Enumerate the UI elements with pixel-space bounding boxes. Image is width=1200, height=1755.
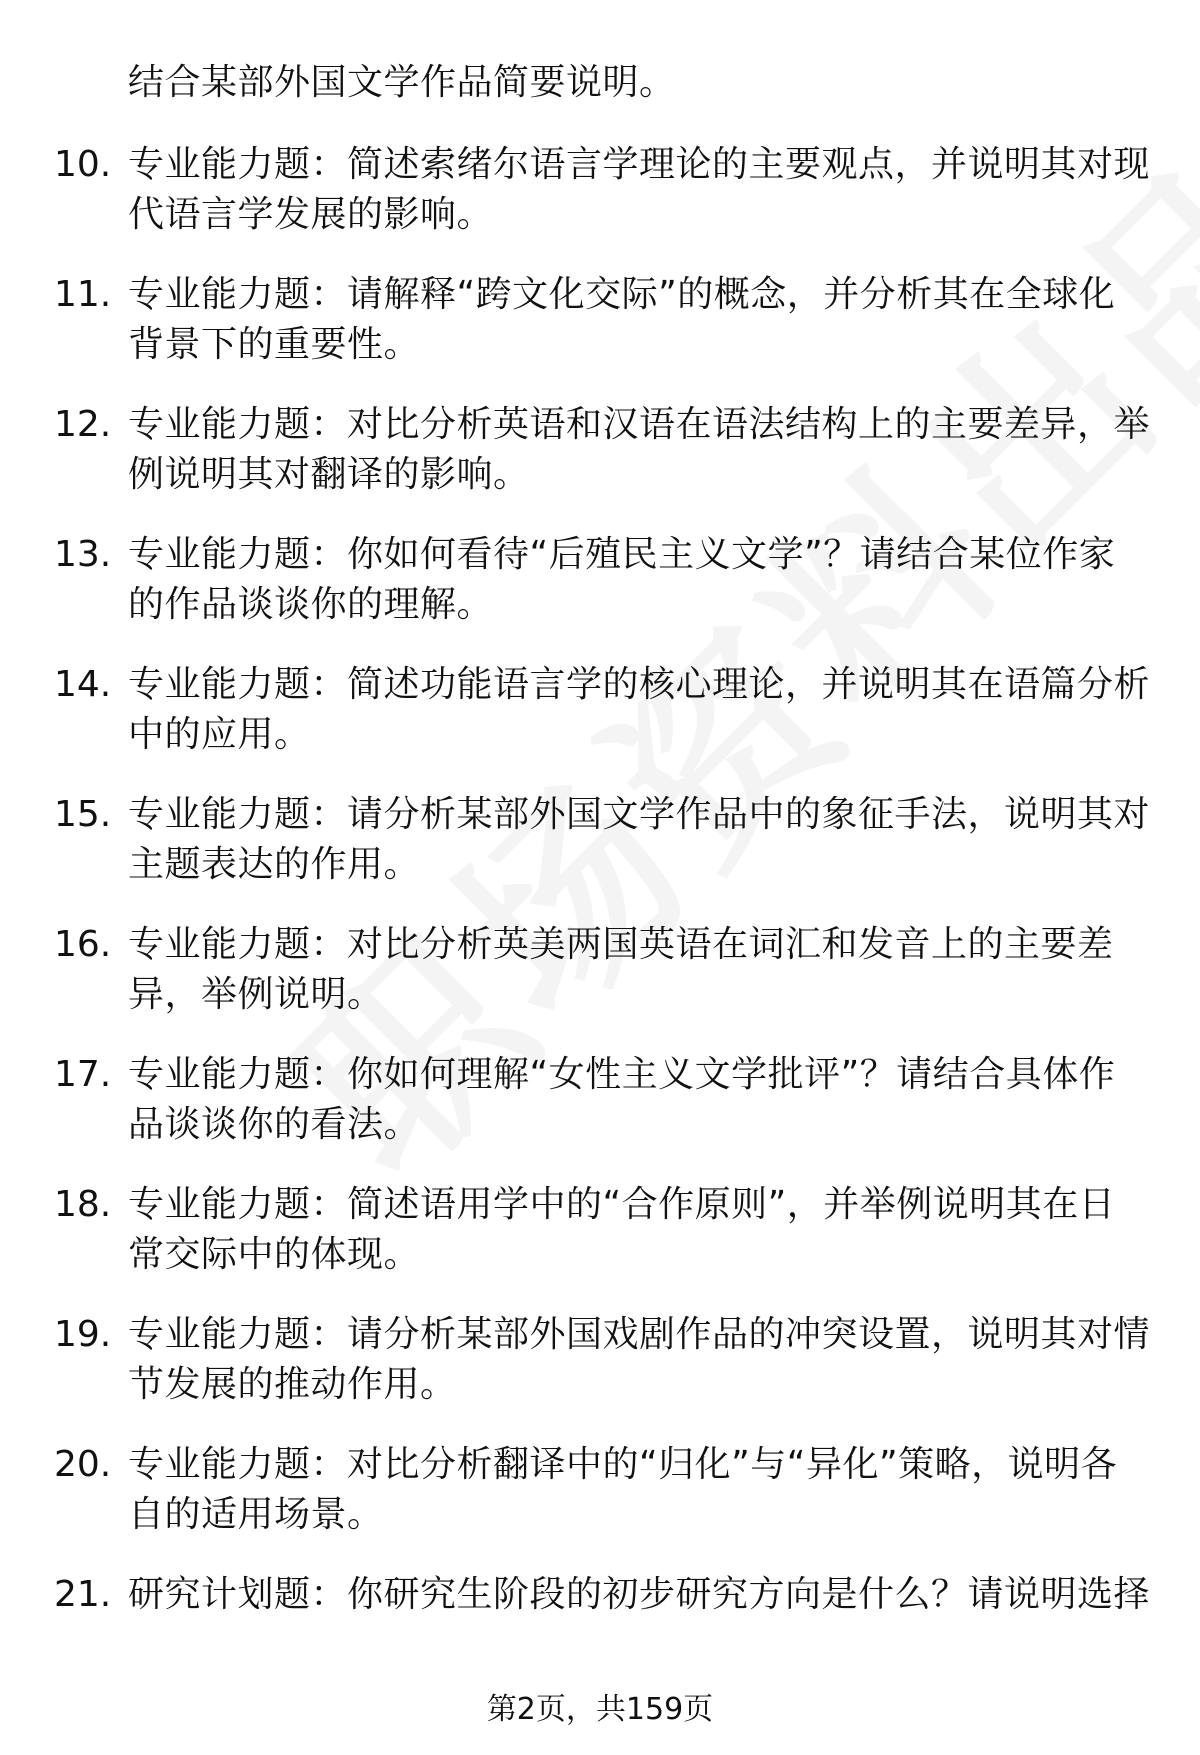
question-number: 20. <box>54 1444 112 1485</box>
question-text: 专业能力题：简述语用学中的“合作原则”，并举例说明其在日常交际中的体现。 <box>128 1184 1116 1275</box>
question-text: 专业能力题：请分析某部外国戏剧作品的冲突设置，说明其对情节发展的推动作用。 <box>128 1314 1151 1405</box>
question-text: 专业能力题：你如何看待“后殖民主义文学”？请结合某位作家的作品谈谈你的理解。 <box>128 534 1116 625</box>
question-item <box>0 270 1200 400</box>
question-item <box>0 400 1200 530</box>
question-number: 19. <box>54 1314 112 1355</box>
question-number: 16. <box>54 924 112 965</box>
question-item <box>0 1050 1200 1180</box>
page-footer: 第2页，共159页 <box>486 1692 714 1727</box>
question-text: 专业能力题：请分析某部外国文学作品中的象征手法，说明其对主题表达的作用。 <box>128 794 1151 885</box>
question-item <box>0 1440 1200 1570</box>
question-number: 11. <box>54 274 112 315</box>
question-item <box>0 140 1200 270</box>
question-item <box>0 1180 1200 1310</box>
question-number: 14. <box>54 664 112 705</box>
question-item <box>0 790 1200 920</box>
question-item <box>0 660 1200 790</box>
question-list <box>0 140 1200 1700</box>
question-text: 专业能力题：对比分析翻译中的“归化”与“异化”策略，说明各自的适用场景。 <box>128 1444 1118 1535</box>
question-text: 专业能力题：对比分析英美两国英语在词汇和发音上的主要差异，举例说明。 <box>128 924 1114 1015</box>
question-number: 18. <box>54 1184 112 1225</box>
question-number: 21. <box>54 1574 112 1615</box>
question-item <box>0 1570 1200 1700</box>
question-item <box>0 1310 1200 1440</box>
question-text: 专业能力题：你如何理解“女性主义文学批评”？请结合具体作品谈谈你的看法。 <box>128 1054 1116 1145</box>
question-item <box>0 530 1200 660</box>
question-number: 10. <box>54 144 112 185</box>
question-text: 专业能力题：简述索绪尔语言学理论的主要观点，并说明其对现代语言学发展的影响。 <box>128 144 1151 235</box>
continuation-text: 结合某部外国文学作品简要说明。 <box>128 62 676 103</box>
question-number: 15. <box>54 794 112 835</box>
question-text: 专业能力题：对比分析英语和汉语在语法结构上的主要差异，举例说明其对翻译的影响。 <box>128 404 1151 495</box>
question-text: 专业能力题：请解释“跨文化交际”的概念，并分析其在全球化背景下的重要性。 <box>128 274 1116 365</box>
question-item <box>0 920 1200 1050</box>
question-text: 专业能力题：简述功能语言学的核心理论，并说明其在语篇分析中的应用。 <box>128 664 1151 755</box>
question-number: 17. <box>54 1054 112 1095</box>
question-text: 研究计划题：你研究生阶段的初步研究方向是什么？请说明选择 <box>128 1574 1151 1615</box>
question-number: 12. <box>54 404 112 445</box>
question-number: 13. <box>54 534 112 575</box>
